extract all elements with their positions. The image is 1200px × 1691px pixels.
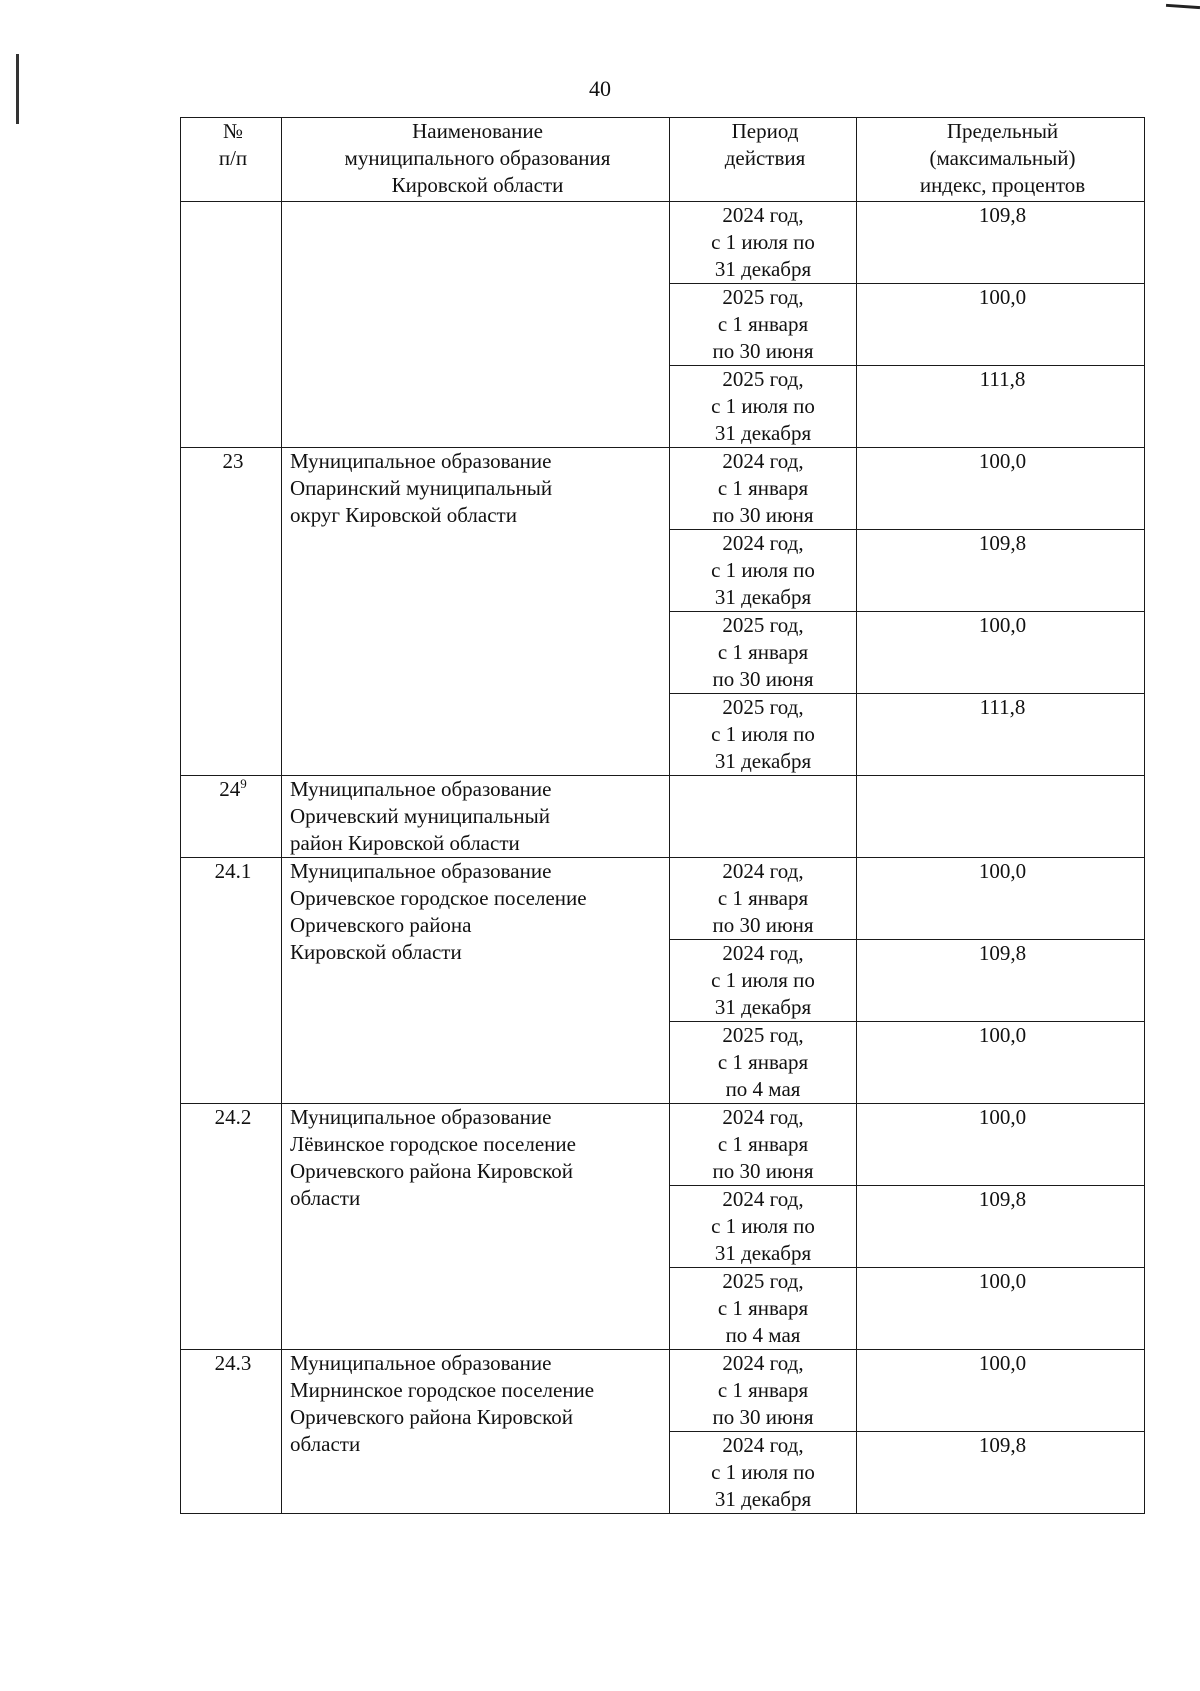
municipality-name: [282, 1104, 670, 1350]
validity-period: [670, 1268, 857, 1350]
municipality-name: [282, 1350, 670, 1514]
max-index-value: 100,0: [857, 284, 1145, 366]
validity-period-line: по 30 июня: [712, 1405, 814, 1429]
max-index-value: 109,8: [857, 940, 1145, 1022]
validity-period: [670, 1022, 857, 1104]
municipality-name-line: Кировской области: [290, 940, 462, 964]
validity-period-line: с 1 июля по: [711, 968, 815, 992]
municipality-name-line: Лёвинское городское поселение: [290, 1132, 576, 1156]
row-number: [181, 858, 282, 1104]
row-number: [181, 1350, 282, 1514]
table-row: [181, 448, 1145, 530]
header-name: Наименование муниципального образования Кировской области: [282, 118, 670, 202]
municipality-name-line: Оричевское городское поселение: [290, 886, 587, 910]
municipality-name: [282, 776, 670, 858]
validity-period-line: 2024 год,: [722, 941, 804, 965]
row-number: [181, 448, 282, 776]
validity-period-line: 2024 год,: [722, 531, 804, 555]
validity-period: [670, 530, 857, 612]
municipality-name-line: Оричевского района Кировской: [290, 1405, 573, 1429]
max-index-value: 100,0: [857, 858, 1145, 940]
max-index-value: 100,0: [857, 448, 1145, 530]
validity-period-line: 31 декабря: [714, 1487, 812, 1511]
table-header: [181, 118, 1145, 202]
validity-period-line: по 4 мая: [725, 1323, 801, 1347]
footnote-marker: 9: [240, 776, 247, 791]
municipality-name: [282, 858, 670, 1104]
header-row: [181, 118, 1145, 202]
validity-period-line: по 30 июня: [712, 503, 814, 527]
municipality-name-line: Муниципальное образование: [290, 449, 552, 473]
validity-period-line: с 1 января: [717, 1378, 809, 1402]
validity-period-line: 2024 год,: [722, 859, 804, 883]
validity-period: [670, 1186, 857, 1268]
validity-period: [670, 940, 857, 1022]
max-index-value: 100,0: [857, 1104, 1145, 1186]
municipality-name-line: Опаринский муниципальный: [290, 476, 553, 500]
validity-period-line: 2025 год,: [722, 1023, 804, 1047]
row-number: [181, 1104, 282, 1350]
max-index-value: 109,8: [857, 530, 1145, 612]
municipality-name-line: области: [290, 1186, 361, 1210]
municipality-name-line: район Кировской области: [290, 831, 520, 855]
scan-mark-top-right: [1166, 4, 1200, 9]
municipality-name: [282, 448, 670, 776]
validity-period-line: 31 декабря: [714, 585, 812, 609]
validity-period: [670, 202, 857, 284]
validity-period: [670, 858, 857, 940]
row-number-text: 23: [222, 449, 244, 473]
row-number: [181, 202, 282, 448]
validity-period-line: с 1 января: [717, 1132, 809, 1156]
validity-period: [670, 1432, 857, 1514]
validity-period-line: по 4 мая: [725, 1077, 801, 1101]
validity-period-line: с 1 января: [717, 886, 809, 910]
validity-period-line: по 30 июня: [712, 1159, 814, 1183]
validity-period-line: с 1 января: [717, 312, 809, 336]
row-number-text: 24.1: [214, 859, 252, 883]
table-row: [181, 1104, 1145, 1186]
municipality-name-line: Оричевский муниципальный: [290, 804, 550, 828]
max-index-value: 109,8: [857, 202, 1145, 284]
table-row: [181, 858, 1145, 940]
validity-period-line: 2025 год,: [722, 285, 804, 309]
validity-period-line: 2025 год,: [722, 613, 804, 637]
validity-period-line: с 1 июля по: [711, 230, 815, 254]
validity-period: [670, 1350, 857, 1432]
page-number: 40: [589, 76, 611, 101]
header-number: № п/п: [181, 118, 282, 202]
validity-period-line: 31 декабря: [714, 749, 812, 773]
max-index-value: [857, 776, 1145, 858]
municipality-name: [282, 202, 670, 448]
municipality-name-line: Муниципальное образование: [290, 859, 552, 883]
validity-period: [670, 284, 857, 366]
validity-period: [670, 612, 857, 694]
validity-period-line: по 30 июня: [712, 913, 814, 937]
validity-period-line: 2024 год,: [722, 1105, 804, 1129]
index-table: [180, 117, 1145, 1514]
validity-period-line: с 1 января: [717, 640, 809, 664]
municipality-name-line: Оричевского района: [290, 913, 472, 937]
row-number-text: 24: [219, 777, 241, 801]
index-table-container: [180, 117, 1145, 1514]
row-number-text: 24.2: [214, 1105, 252, 1129]
table-row: [181, 202, 1145, 284]
validity-period-line: с 1 января: [717, 1296, 809, 1320]
municipality-name-line: Мирнинское городское поселение: [290, 1378, 595, 1402]
validity-period-line: с 1 июля по: [711, 1460, 815, 1484]
table-row: [181, 776, 1145, 858]
validity-period-line: с 1 июля по: [711, 722, 815, 746]
validity-period-line: с 1 января: [717, 1050, 809, 1074]
header-period: Период действия: [670, 118, 857, 202]
validity-period-line: 2024 год,: [722, 1351, 804, 1375]
validity-period-line: с 1 июля по: [711, 1214, 815, 1238]
max-index-value: 111,8: [857, 366, 1145, 448]
municipality-name-line: Муниципальное образование: [290, 1105, 552, 1129]
max-index-value: 111,8: [857, 694, 1145, 776]
validity-period-line: 2024 год,: [722, 1187, 804, 1211]
table-row: [181, 1350, 1145, 1432]
validity-period: [670, 366, 857, 448]
validity-period: [670, 448, 857, 530]
validity-period-line: 2025 год,: [722, 1269, 804, 1293]
max-index-value: 109,8: [857, 1432, 1145, 1514]
max-index-value: 109,8: [857, 1186, 1145, 1268]
municipality-name-line: Муниципальное образование: [290, 1351, 552, 1375]
validity-period-line: 31 декабря: [714, 421, 812, 445]
validity-period-line: 31 декабря: [714, 995, 812, 1019]
validity-period-line: с 1 января: [717, 476, 809, 500]
validity-period-line: по 30 июня: [712, 339, 814, 363]
municipality-name-line: Оричевского района Кировской: [290, 1159, 573, 1183]
validity-period-line: 2025 год,: [722, 695, 804, 719]
max-index-value: 100,0: [857, 1022, 1145, 1104]
municipality-name-line: области: [290, 1432, 361, 1456]
max-index-value: 100,0: [857, 612, 1145, 694]
validity-period-line: 2024 год,: [722, 203, 804, 227]
validity-period-line: с 1 июля по: [711, 558, 815, 582]
validity-period-line: 2024 год,: [722, 1433, 804, 1457]
validity-period: [670, 1104, 857, 1186]
municipality-name-line: округ Кировской области: [290, 503, 517, 527]
validity-period-line: по 30 июня: [712, 667, 814, 691]
validity-period: [670, 694, 857, 776]
validity-period-line: 31 декабря: [714, 257, 812, 281]
validity-period-line: 2024 год,: [722, 449, 804, 473]
validity-period-line: с 1 июля по: [711, 394, 815, 418]
row-number-text: 24.3: [214, 1351, 252, 1375]
validity-period: [670, 776, 857, 858]
row-number: [181, 776, 282, 858]
max-index-value: 100,0: [857, 1350, 1145, 1432]
municipality-name-line: Муниципальное образование: [290, 777, 552, 801]
validity-period-line: 2025 год,: [722, 367, 804, 391]
validity-period-line: 31 декабря: [714, 1241, 812, 1265]
max-index-value: 100,0: [857, 1268, 1145, 1350]
header-index: Предельный (максимальный) индекс, процентов: [857, 118, 1145, 202]
table-body: [181, 202, 1145, 1514]
